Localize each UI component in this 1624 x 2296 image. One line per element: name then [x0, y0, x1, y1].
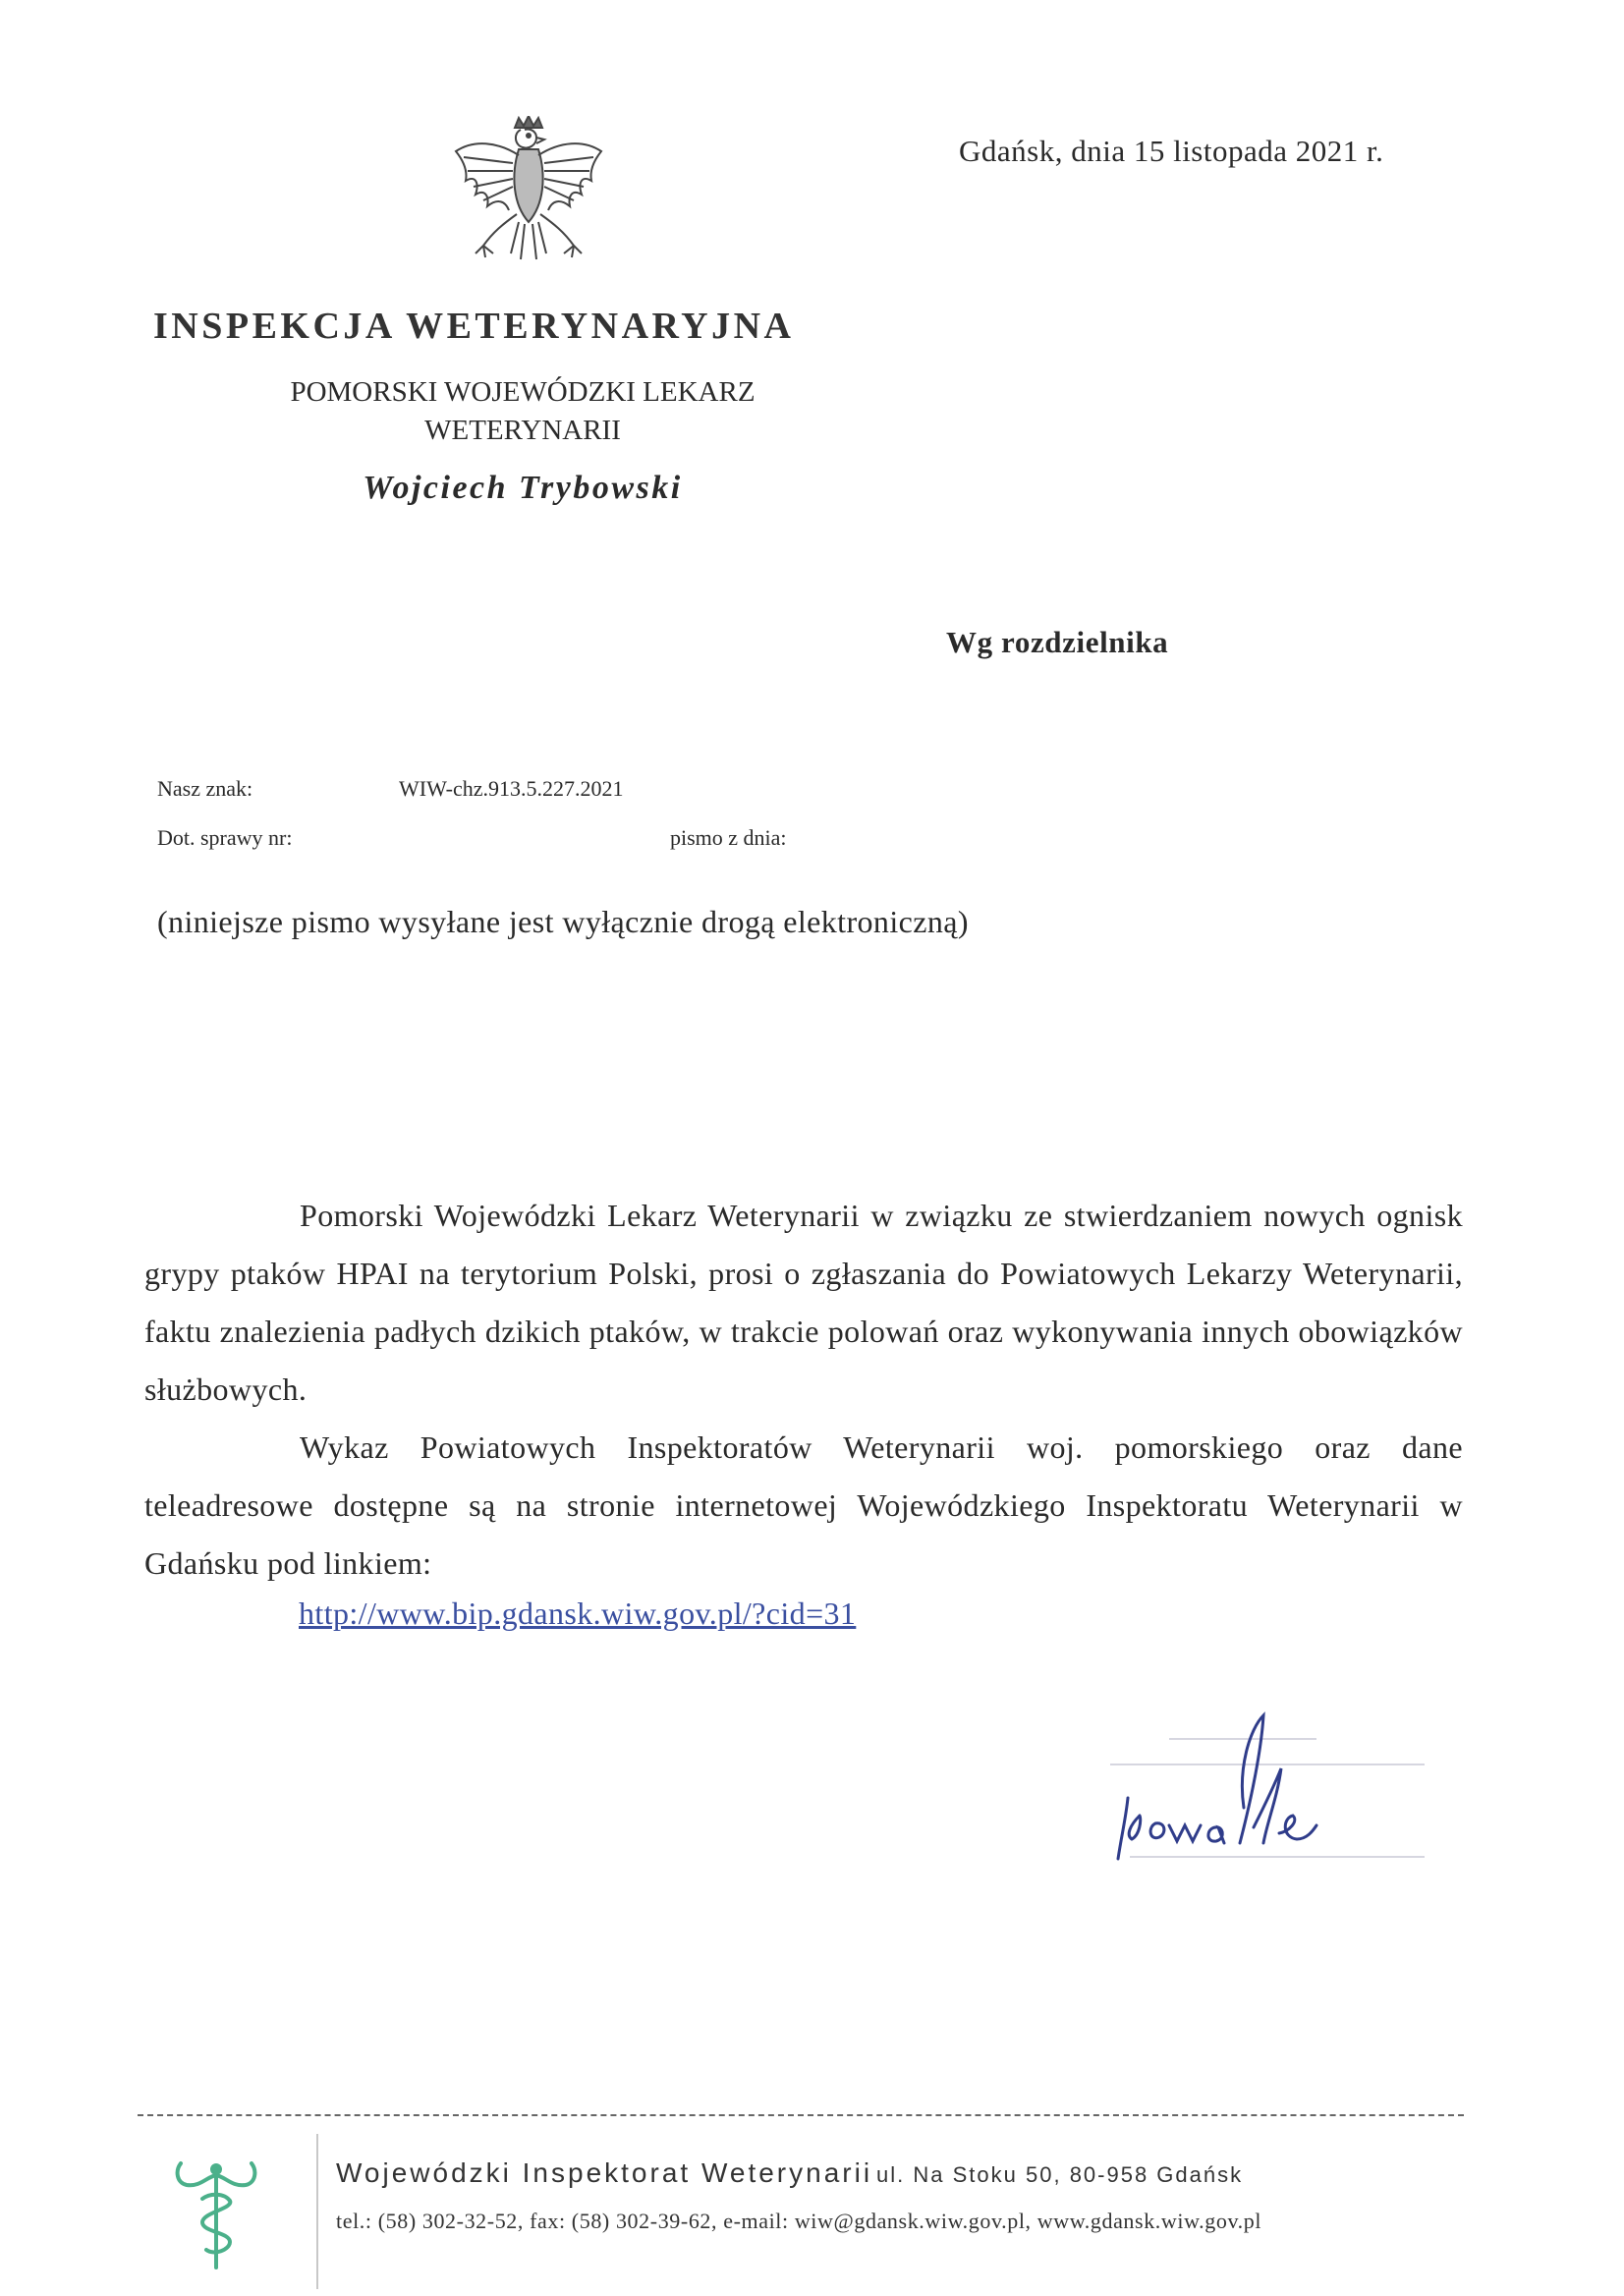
footer-institution: Wojewódzki Inspektorat Weterynarii: [336, 2157, 873, 2188]
letter-body: [144, 1187, 1463, 1593]
our-ref-value: WIW-chz.913.5.227.2021: [399, 776, 624, 801]
footer-institution-line: [336, 2157, 1243, 2189]
signature-icon: [1071, 1709, 1444, 1876]
organization-title: INSPEKCJA WETERYNARYJNA: [153, 306, 795, 347]
footer-divider: [138, 2114, 1464, 2116]
letter-date-label: pismo z dnia:: [670, 825, 787, 850]
eagle-emblem-icon: [454, 116, 603, 283]
subtitle-line-2: WETERYNARII: [424, 415, 621, 446]
inspectorates-link[interactable]: http://www.bip.gdansk.wiw.gov.pl/?cid=31: [299, 1596, 857, 1631]
case-number-label: Dot. sprawy nr:: [157, 825, 293, 850]
footer-contact: tel.: (58) 302-32-52, fax: (58) 302-39-62, e-mail: wiw@gdansk.wiw.gov.pl, www.gdansk.wiw.gov.pl: [336, 2209, 1262, 2233]
body-paragraph-2: Wykaz Powiatowych Inspektoratów Weterynarii woj. pomorskiego oraz dane teleadresowe dostępne są na stronie internetowej Wojewódzkiego Inspektoratu Weterynarii w Gdańsku pod linkiem:: [144, 1429, 1463, 1581]
body-paragraph-1: Pomorski Wojewódzki Lekarz Weterynarii w związku ze stwierdzaniem nowych ognisk grypy ptaków HPAI na terytorium Polski, prosi o zgłaszania do Powiatowych Lekarzy Weterynarii, faktu znalezienia padłych dzikich ptaków, w trakcie polowań oraz wykonywania innych obowiązków służbowych.: [144, 1198, 1463, 1407]
electronic-notice: (niniejsze pismo wysyłane jest wyłącznie drogą elektroniczną): [157, 904, 969, 939]
official-name: Wojciech Trybowski: [363, 470, 683, 506]
caduceus-icon: [167, 2148, 265, 2273]
letter-date: Gdańsk, dnia 15 listopada 2021 r.: [959, 134, 1384, 168]
footer-address: ul. Na Stoku 50, 80-958 Gdańsk: [876, 2162, 1244, 2187]
subtitle-line-1: POMORSKI WOJEWÓDZKI LEKARZ: [290, 376, 756, 408]
footer-vertical-divider: [316, 2134, 318, 2289]
organization-subtitle: [228, 373, 817, 450]
our-ref-label: Nasz znak:: [157, 776, 253, 801]
recipient: Wg rozdzielnika: [946, 625, 1169, 659]
